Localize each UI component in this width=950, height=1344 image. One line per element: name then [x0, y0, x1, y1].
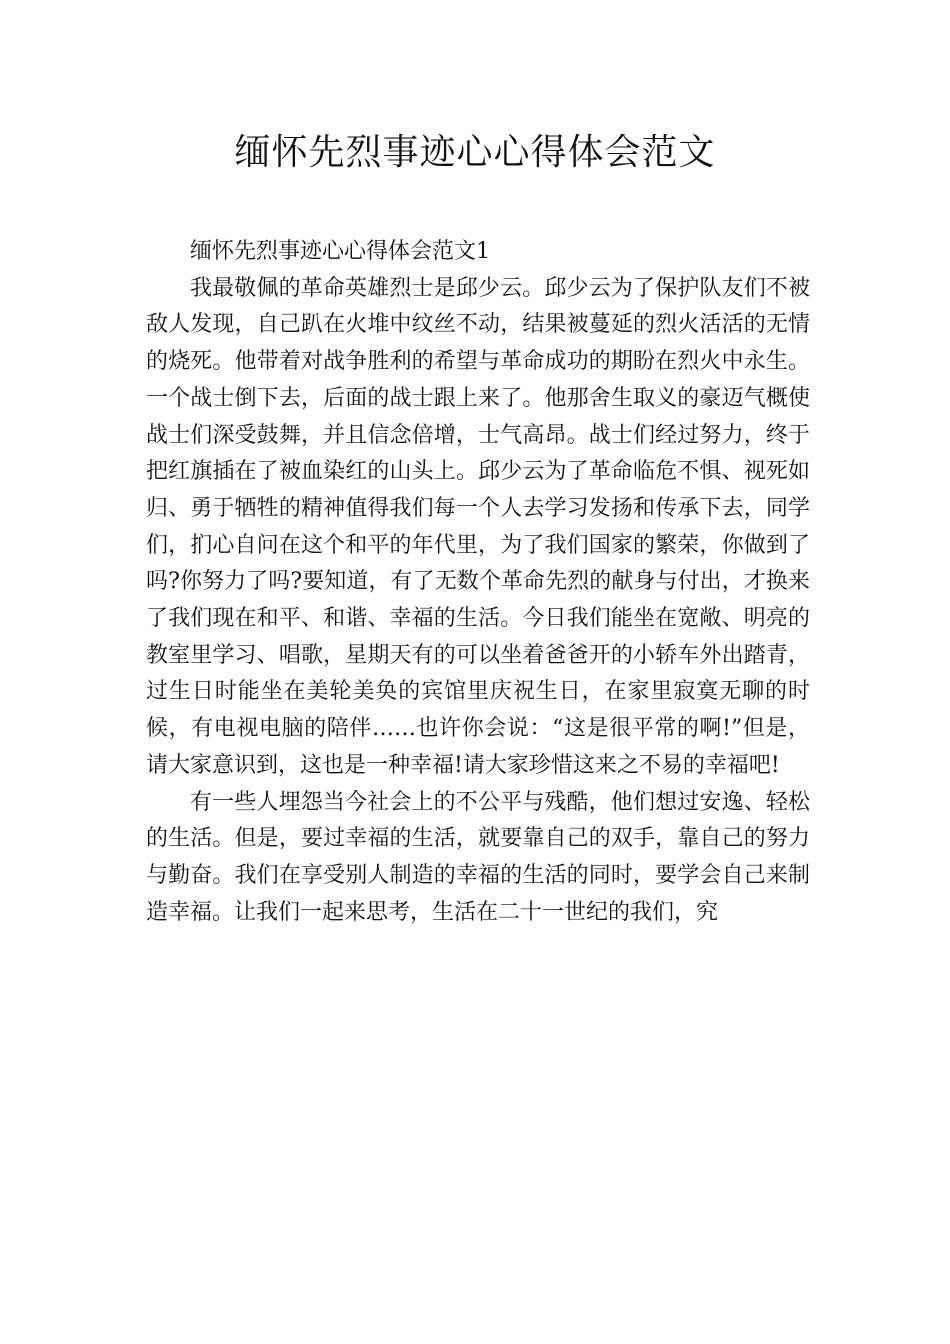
- paragraph-1: 我最敬佩的革命英雄烈士是邱少云。邱少云为了保护队友们不被敌人发现，自己趴在火堆中纹丝不动，结果被蔓延的烈火活活的无情的烧死。他带着对战争胜利的希望与革命成功的期盼在烈火中永生。一个战士倒下去，后面的战士跟上来了。他那舍生取义的豪迈气概使战士们深受鼓舞，并且信念倍增，士气高昂。战士们经过努力，终于把红旗插在了被血染红的山头上。邱少云为了革命临危不惧、视死如归、勇于牺牲的精神值得我们每一个人去学习发扬和传承下去，同学们，扪心自问在这个和平的年代里，为了我们国家的繁荣，你做到了吗?你努力了吗?要知道，有了无数个革命先烈的献身与付出，才换来了我们现在和平、和谐、幸福的生活。今日我们能坐在宽敞、明亮的教室里学习、唱歌，星期天有的可以坐着爸爸开的小轿车外出踏青，过生日时能坐在美轮美奂的宾馆里庆祝生日，在家里寂寞无聊的时候，有电视电脑的陪伴……也许你会说：“这是很平常的啊!”但是，请大家意识到，这也是一种幸福!请大家珍惜这来之不易的幸福吧!: [146, 275, 810, 778]
- paragraph-2: 有一些人埋怨当今社会上的不公平与残酷，他们想过安逸、轻松的生活。但是，要过幸福的生活，就要靠自己的双手，靠自己的努力与勤奋。我们在享受别人制造的幸福的生活的同时，要学会自己来制造幸福。让我们一起来思考，生活在二十一世纪的我们，究: [146, 789, 810, 925]
- document-title: 缅怀先烈事迹心心得体会范文: [234, 132, 716, 173]
- document-subtitle: 缅怀先烈事迹心心得体会范文1: [190, 239, 490, 264]
- document-body: [146, 234, 810, 931]
